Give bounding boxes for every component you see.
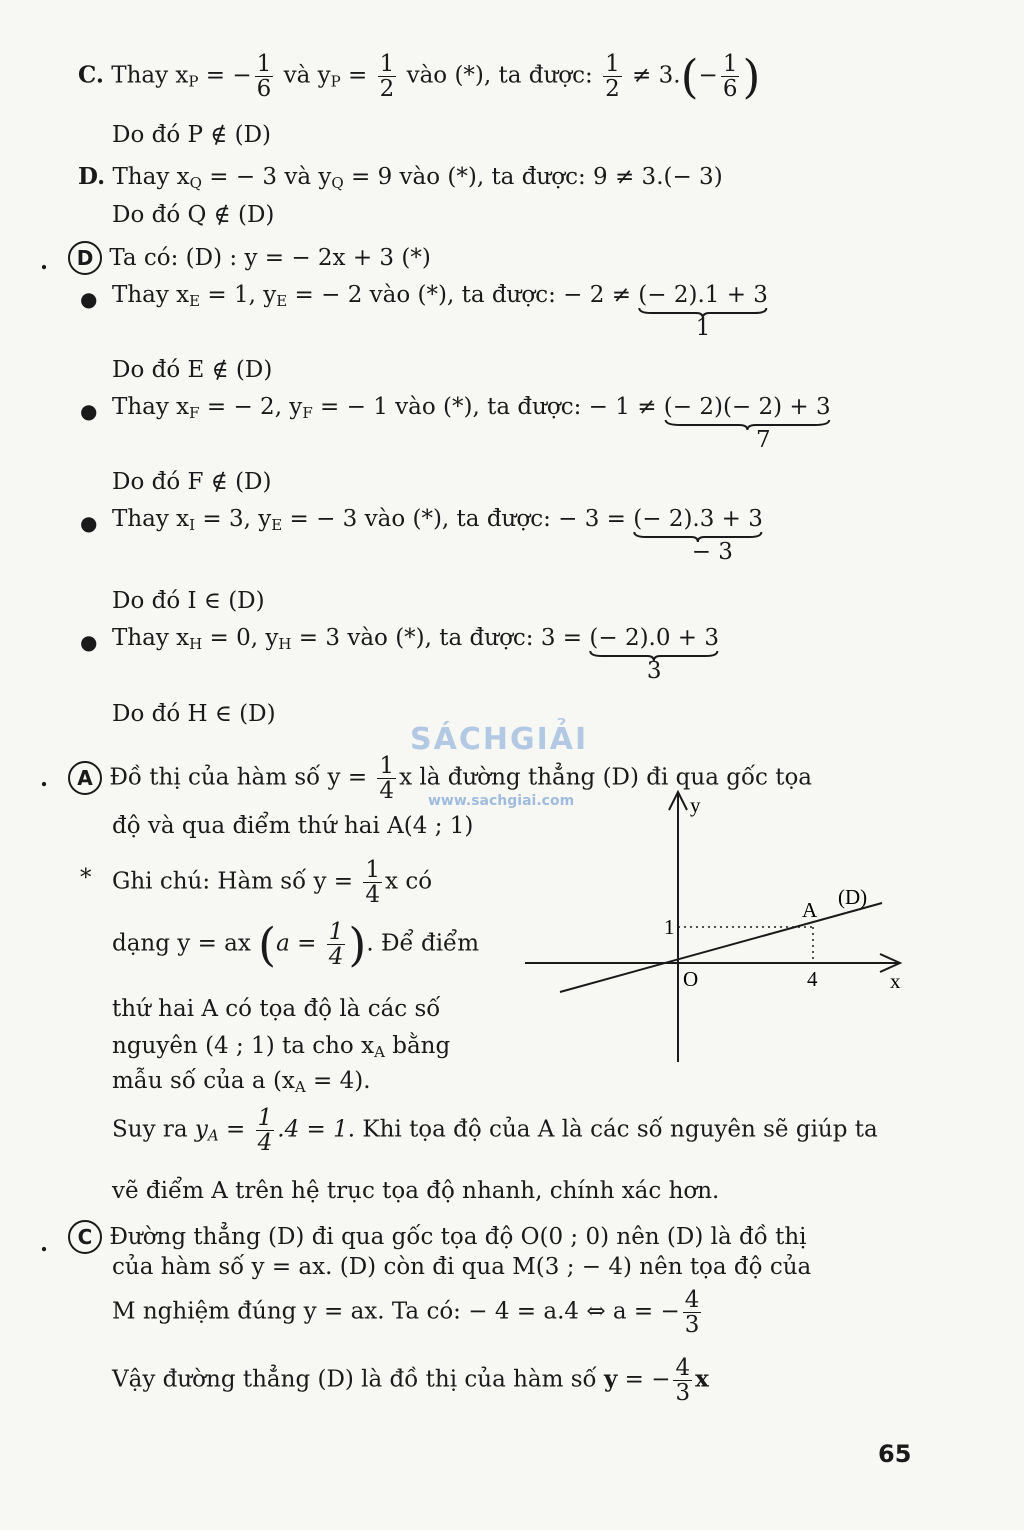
page-number: 65 — [878, 1440, 912, 1468]
answer-c-line4: Vậy đường thẳng (D) là đồ thị của hàm số y = − $\frac{4}{3}$ x — [112, 1355, 709, 1407]
fraction: $\frac{1}{6}$ — [256, 51, 272, 103]
item-f-conclusion: Do đó F ∉ (D) — [112, 469, 272, 495]
section-c-line: C. Thay $x_P$ = − $\frac{1}{6}$ và $y_P$ = $\frac{1}{2}$ vào (*), ta được: $\frac{1}{2}$ ≠ 3.(− $\frac{1}{6}$ ) — [78, 49, 761, 104]
item-e-conclusion: Do đó E ∉ (D) — [112, 357, 273, 383]
point-a-label: A — [802, 898, 818, 922]
y-tick-label: 1 — [664, 915, 675, 939]
option-label: D. — [78, 163, 106, 190]
underbrace-expr: (− 2).0 + 3 3 — [589, 625, 720, 684]
fraction: $\frac{1}{6}$ — [722, 51, 738, 103]
line-d — [560, 903, 882, 992]
coordinate-graph — [520, 780, 920, 1070]
item-i-conclusion: Do đó I ∈ (D) — [112, 588, 265, 614]
answer-a-line2: độ và qua điểm thứ hai A(4 ; 1) — [112, 813, 474, 839]
y-axis-label: y — [690, 793, 701, 817]
item-i-line: Thay $x_I = 3$, $y_E$ = − 3 vào (*), ta được: − 3 = (− 2).3 + 3 − 3 — [112, 506, 763, 565]
answer-letter-badge: C — [68, 1220, 102, 1254]
item-h-conclusion: Do đó H ∈ (D) — [112, 701, 276, 727]
x-tick-label: 4 — [807, 967, 818, 991]
note-line5: mẫu số của a $(x_A = 4)$. — [112, 1068, 371, 1096]
answer-c-line2: của hàm số y = ax. (D) còn đi qua M(3 ; − 4) nên tọa độ của — [112, 1254, 812, 1280]
section-d-line: D. Thay $x_Q$ = − 3 và $y_Q = 9$ vào (*), ta được: 9 ≠ 3.(− 3) — [78, 163, 723, 192]
note-star: * — [80, 865, 92, 891]
section-c-conclusion: Do đó P ∉ (D) — [112, 122, 271, 148]
bullet-dot: . — [40, 248, 49, 275]
x-axis-label: x — [890, 969, 901, 993]
note-line2: dạng y = ax (a = $\frac{1}{4}$ ). Để điểm — [112, 917, 480, 972]
origin-label: O — [683, 967, 699, 991]
answer-a-line1: A Đồ thị của hàm số y = $\frac{1}{4}$ x là đường thẳng (D) đi qua gốc tọa — [68, 754, 812, 803]
fraction: $\frac{1}{2}$ — [605, 51, 620, 103]
answer-letter-badge: A — [68, 761, 102, 795]
note-line4: nguyên (4 ; 1) ta cho $x_A$ bằng — [112, 1033, 451, 1061]
note-line7: vẽ điểm A trên hệ trục tọa độ nhanh, chính xác hơn. — [112, 1178, 720, 1204]
option-label: C. — [78, 61, 104, 89]
section-d-conclusion: Do đó Q ∉ (D) — [112, 202, 275, 228]
underbrace-expr: (− 2).1 + 3 1 — [638, 282, 768, 341]
bullet-dot: . — [40, 1230, 49, 1257]
watermark-logo: SÁCHGIẢI — [410, 722, 589, 757]
answer-letter-badge: D — [68, 241, 102, 275]
answer-c-line3: M nghiệm đúng y = ax. Ta có: − 4 = a.4 ⇔ a = − $\frac{4}{3}$ — [112, 1287, 700, 1339]
note-line6: Suy ra $y_A$ = $\frac{1}{4}$ .4 = 1. Khi tọa độ của A là các số nguyên sẽ giúp ta — [112, 1105, 878, 1157]
line-d-label: (D) — [838, 885, 868, 909]
watermark-url: www.sachgiai.com — [428, 793, 575, 809]
answer-d-heading: D Ta có: (D) : y = − 2x + 3 (*) — [68, 241, 431, 275]
bullet-icon: ● — [80, 287, 98, 311]
item-h-line: Thay $x_H = 0$, $y_H = 3$ vào (*), ta được: 3 = (− 2).0 + 3 3 — [112, 625, 720, 684]
underbrace-expr: (− 2)(− 2) + 3 7 — [663, 394, 831, 453]
bullet-dot: . — [40, 765, 49, 792]
fraction: $\frac{1}{2}$ — [379, 51, 395, 103]
note-line1: Ghi chú: Hàm số y = $\frac{1}{4}$ x có — [112, 857, 433, 909]
bullet-icon: ● — [80, 630, 98, 654]
item-e-line: Thay $x_E = 1$, $y_E$ = − 2 vào (*), ta được: − 2 ≠ (− 2).1 + 3 1 — [112, 282, 768, 341]
underbrace-expr: (− 2).3 + 3 − 3 — [633, 506, 763, 565]
bullet-icon: ● — [80, 399, 98, 423]
bullet-icon: ● — [80, 511, 98, 535]
answer-c-line1: C Đường thẳng (D) đi qua gốc tọa độ O(0 ; 0) nên (D) là đồ thị — [68, 1220, 807, 1254]
note-line3: thứ hai A có tọa độ là các số — [112, 996, 441, 1022]
item-f-line: Thay $x_F$ = − 2, $y_F$ = − 1 vào (*), ta được: − 1 ≠ (− 2)(− 2) + 3 7 — [112, 394, 831, 453]
